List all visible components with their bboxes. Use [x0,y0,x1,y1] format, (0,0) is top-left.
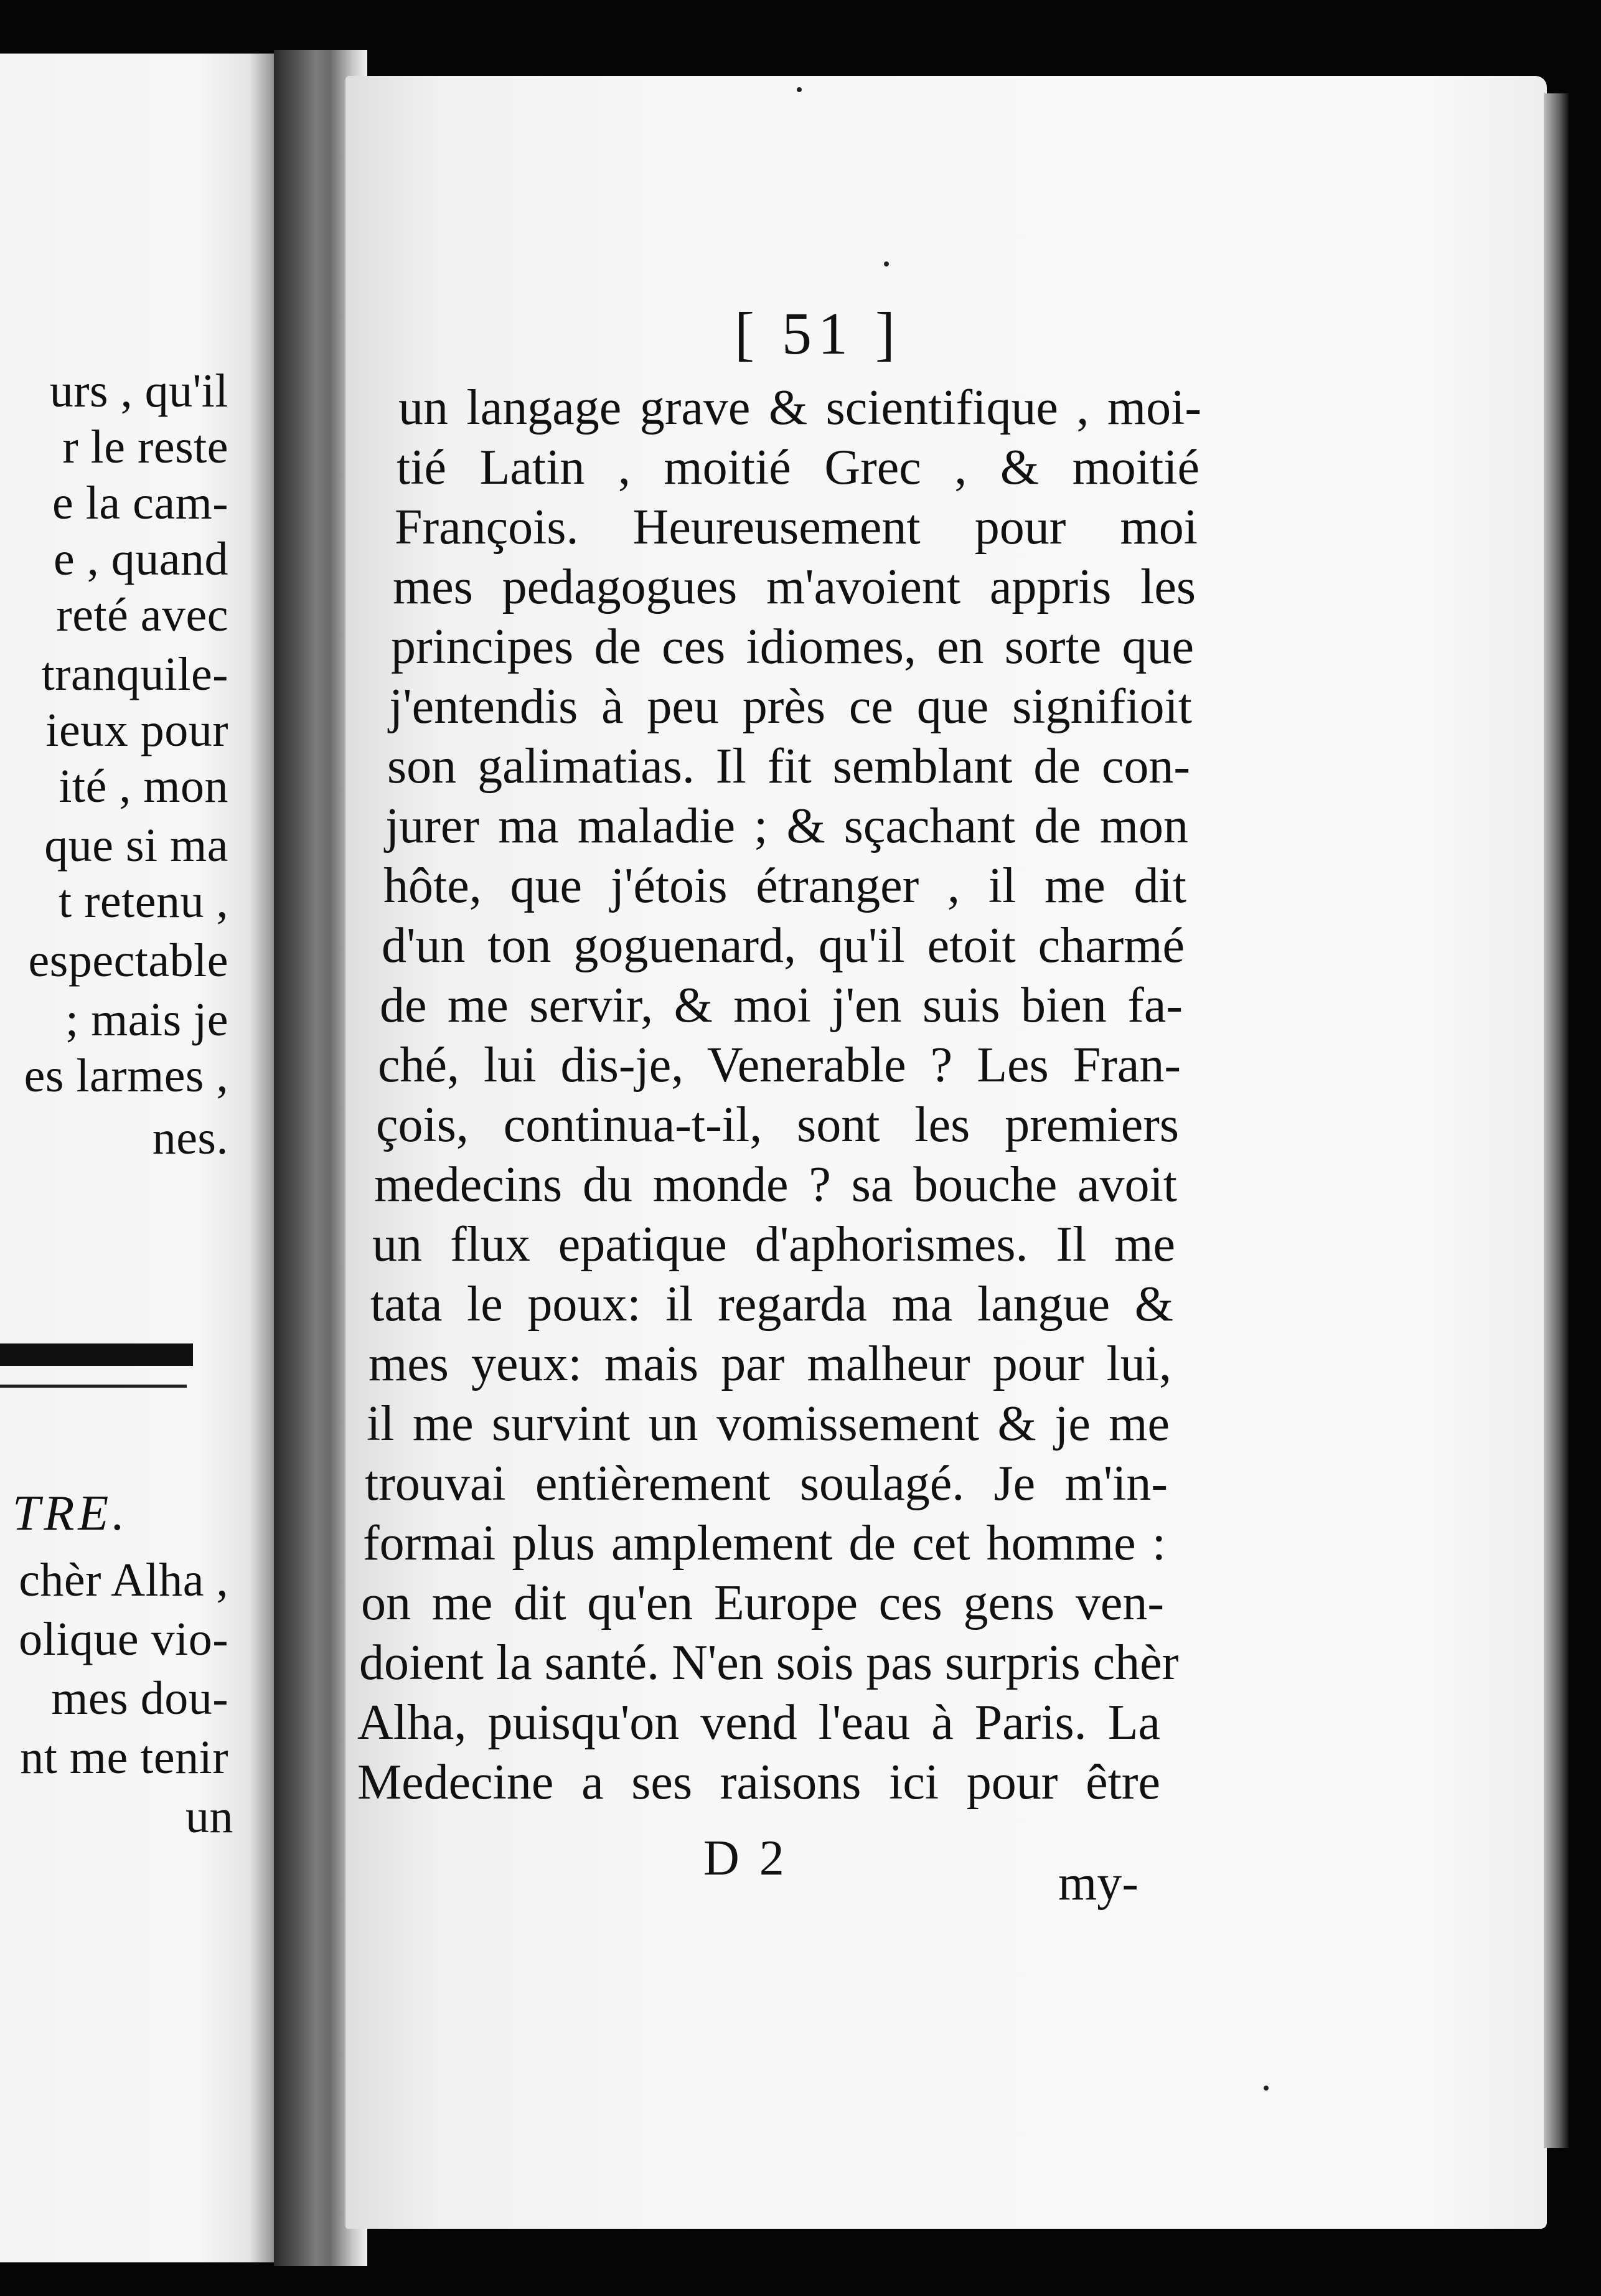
text-line: ché, lui dis-je, Venerable ? Les Fran- [378,1038,1181,1093]
left-text-line: ; mais je [65,994,228,1046]
left-text-line: t retenu , [58,875,228,928]
left-text-line: mes dou- [51,1672,228,1724]
left-text-line: que si ma [44,819,228,872]
left-text-line: un [185,1790,233,1843]
left-text-line: espectable [28,934,228,987]
text-line: Alha, puisqu'on vend l'eau à Paris. La [357,1695,1160,1750]
catchword: my- [1058,1856,1139,1911]
left-text-line: nes. [152,1112,228,1164]
text-line: un langage grave & scientifique , moi- [398,380,1201,435]
text-line: de me servir, & moi j'en suis bien fa- [380,978,1183,1033]
left-text-line: es larmes , [24,1050,228,1102]
text-line: jurer ma maladie ; & sçachant de mon [385,799,1188,854]
text-line: il me survint un vomissement & je me [367,1396,1170,1451]
left-text-line: ité , mon [59,760,228,812]
text-line: principes de ces idiomes, en sorte que [391,619,1194,674]
text-line: son galimatias. Il fit semblant de con- [387,739,1190,794]
ink-speck [797,87,802,92]
text-line: François. Heureusement pour moi [395,500,1198,555]
text-line: Medecine a ses raisons ici pour être [357,1755,1160,1810]
text-line: tata le poux: il regarda ma langue & [370,1277,1173,1332]
text-line: tié Latin , moitié Grec , & moitié [397,440,1200,495]
text-line: hôte, que j'étois étranger , il me dit [383,859,1186,913]
left-text-line: e , quand [54,533,228,585]
left-text-line: reté avec [56,589,228,641]
letter-heading: TRE. [12,1486,129,1541]
text-line: trouvai entièrement soulagé. Je m'in- [365,1456,1168,1511]
left-text-line: urs , qu'il [49,365,228,417]
signature-mark: D 2 [703,1831,788,1886]
ink-speck [884,261,889,266]
text-line: d'un ton goguenard, qu'il etoit charmé [382,918,1185,973]
section-rule-thin [0,1385,187,1388]
text-line: un flux epatique d'aphorismes. Il me [372,1217,1175,1272]
text-line: j'entendis à peu près ce que signifioit [389,679,1192,734]
left-text-line: tranquile- [41,648,228,700]
left-text-line: olique vio- [19,1613,228,1665]
text-line: formai plus amplement de cet homme : [363,1516,1166,1571]
text-line: mes pedagogues m'avoient appris les [393,560,1196,614]
section-rule-thick [0,1343,193,1366]
page-number-header: [ 51 ] [735,300,901,367]
left-text-line: r le reste [62,421,228,473]
text-line: medecins du monde ? sa bouche avoit [374,1157,1177,1212]
text-line: mes yeux: mais par malheur pour lui, [369,1337,1171,1391]
text-line: doient la santé. N'en sois pas surpris chèr [359,1635,1179,1690]
left-text-line: chèr Alha , [19,1554,228,1606]
left-page [0,54,283,2262]
left-text-line: e la cam- [52,477,228,529]
left-text-line: ieux pour [45,704,228,756]
page-edge [1544,93,1569,2148]
ink-speck [1264,2086,1269,2091]
text-line: çois, continua-t-il, sont les premiers [376,1098,1179,1152]
text-line: on me dit qu'en Europe ces gens ven- [361,1576,1164,1630]
left-text-line: nt me tenir [20,1731,228,1784]
